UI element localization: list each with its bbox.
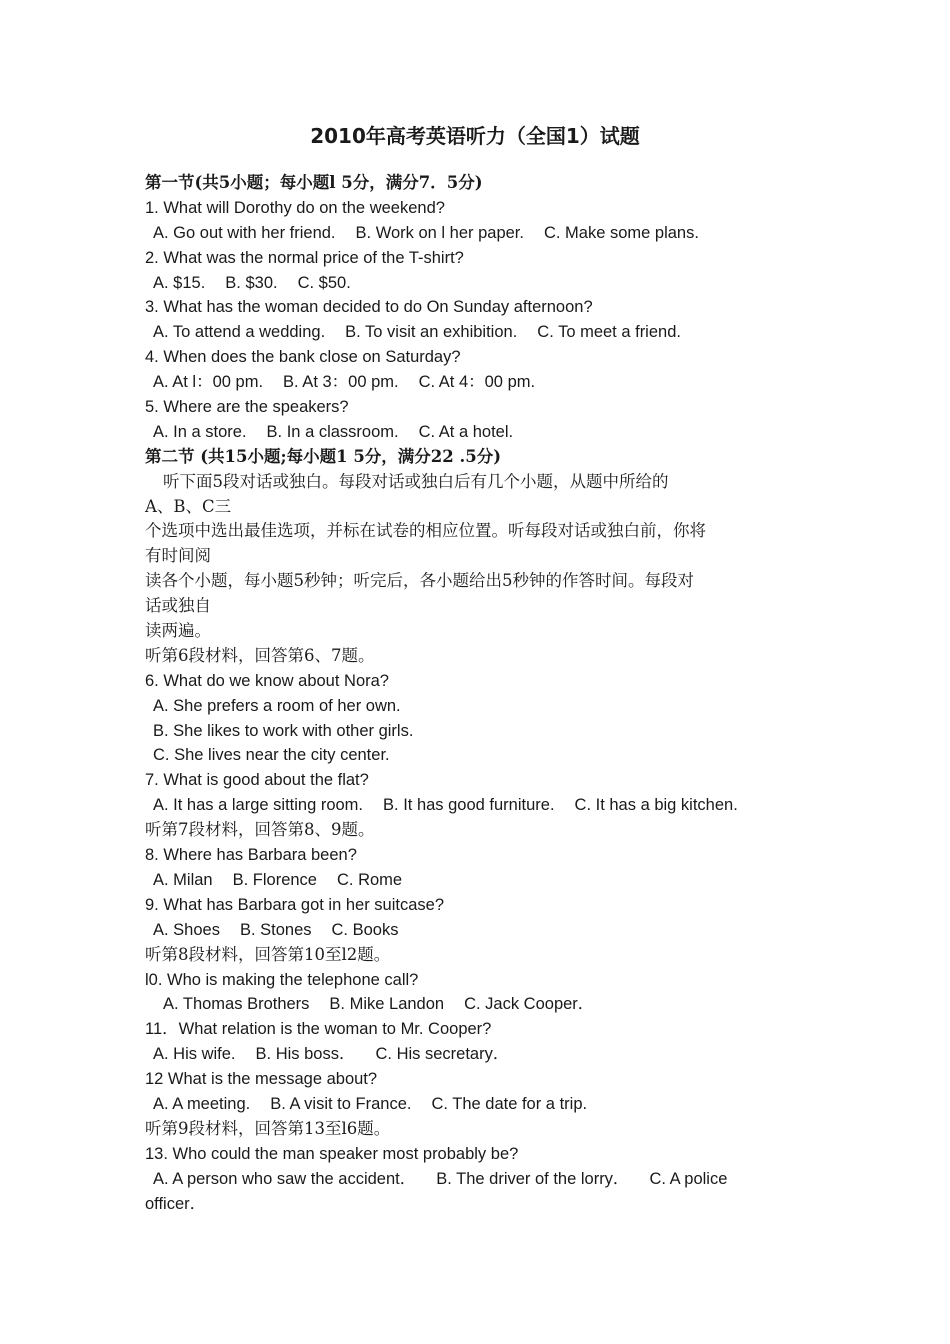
option-a: A. Shoes [153,920,220,939]
option-c: C. She lives near the city center. [153,746,390,765]
option-c: C. At a hotel. [418,422,514,441]
option-b: B. In a classroom. [266,422,399,441]
instruction-line: 听下面5段对话或独白。每段对话或独白后有几个小题，从题中所给的 [163,471,669,491]
instruction-line: 有时间阅 [145,546,211,566]
option-a: A. At l：00 pm. [153,373,264,392]
question-6: 6. What do we know about Nora? [145,671,389,690]
document-body [145,171,805,1216]
option-a: A. A person who saw the accident． [153,1169,417,1188]
option-b: B. A visit to France. [270,1094,412,1113]
option-b: B. She likes to work with other girls. [153,721,414,740]
question-7: 7. What is good about the flat? [145,771,369,790]
question-13: 13. Who could the man speaker most probably be? [145,1144,519,1163]
option-c: C. A police [649,1169,728,1188]
page-title: 2010年高考英语听力（全国1）试题 [310,124,640,148]
option-a: A. Go out with her friend. [153,223,336,242]
material-7-heading: 听第7段材料，回答第8、9题。 [145,820,375,840]
option-c: C. Books [331,920,399,939]
option-c: C. To meet a friend. [537,323,681,342]
question-11: 11．What relation is the woman to Mr. Cooper? [145,1020,492,1039]
question-9-options [145,918,805,943]
instruction-line: 读各个小题，每小题5秒钟；听完后，各小题给出5秒钟的作答时间。每段对 [145,571,694,591]
option-c: C. $50. [297,273,351,292]
option-a: A. $15. [153,273,206,292]
question-10-options [145,992,805,1017]
option-c: C. Rome [336,870,403,889]
option-c: C. At 4：00 pm. [418,373,536,392]
option-a: A. She prefers a room of her own. [153,696,401,715]
option-c: C. Jack Cooper． [464,995,595,1014]
section2-heading: 第二节 (共15小题;每小题1 5分，满分22 .5分) [145,446,502,466]
option-b: B. Mike Landon [329,995,445,1014]
option-a: A. Thomas Brothers [163,995,310,1014]
question-5: 5. Where are the speakers? [145,398,349,417]
question-2: 2. What was the normal price of the T-shirt? [145,248,464,267]
option-b: B. Stones [239,920,312,939]
option-c-continued: officer． [145,1194,207,1213]
question-3-options [145,320,805,345]
question-10: l0. Who is making the telephone call? [145,970,419,989]
option-b: B. At 3：00 pm. [283,373,399,392]
question-12: 12 What is the message about? [145,1070,378,1089]
instruction-line: 个选项中选出最佳选项，并标在试卷的相应位置。听每段对话或独白前，你将 [145,521,706,541]
material-6-heading: 听第6段材料，回答第6、7题。 [145,645,375,665]
question-4-options [145,370,805,395]
question-11-options [145,1042,805,1067]
option-a: A. His wife. [153,1045,236,1064]
question-8-options [145,868,805,893]
material-8-heading: 听第8段材料，回答第10至l2题。 [145,944,391,964]
option-a: A. Milan [153,870,213,889]
question-4: 4. When does the bank close on Saturday? [145,348,461,367]
option-b: B. The driver of the lorry． [436,1169,630,1188]
section1-heading: 第一节(共5小题；每小题l 5分，满分7．5分) [145,173,483,192]
question-8: 8. Where has Barbara been? [145,846,357,865]
question-2-options [145,271,805,296]
option-c: C. His secretary． [375,1045,510,1064]
option-b: B. It has good furniture. [383,796,555,815]
option-c: C. It has a big kitchen. [574,796,738,815]
option-a: A. To attend a wedding. [153,323,326,342]
option-a: A. It has a large sitting room. [153,796,364,815]
question-1: 1. What will Dorothy do on the weekend? [145,198,445,217]
option-c: C. The date for a trip. [431,1094,588,1113]
option-b: B. Florence [232,870,317,889]
question-3: 3. What has the woman decided to do On Sunday afternoon? [145,298,593,317]
option-b: B. His boss． [255,1045,356,1064]
question-12-options [145,1092,805,1117]
question-13-options [145,1167,805,1192]
option-b: B. To visit an exhibition. [345,323,518,342]
question-5-options [145,420,805,445]
instruction-line: 读两遍。 [145,621,211,641]
instruction-line: 话或独自 [145,596,211,616]
option-a: A. A meeting. [153,1094,251,1113]
option-b: B. $30. [225,273,278,292]
question-9: 9. What has Barbara got in her suitcase? [145,895,444,914]
option-b: B. Work on l her paper. [355,223,524,242]
question-7-options [145,793,805,818]
question-1-options [145,221,805,246]
option-a: A. In a store. [153,422,247,441]
instruction-line: A、B、C三 [145,496,232,516]
material-9-heading: 听第9段材料，回答第13至l6题。 [145,1118,391,1138]
option-c: C. Make some plans. [543,223,699,242]
